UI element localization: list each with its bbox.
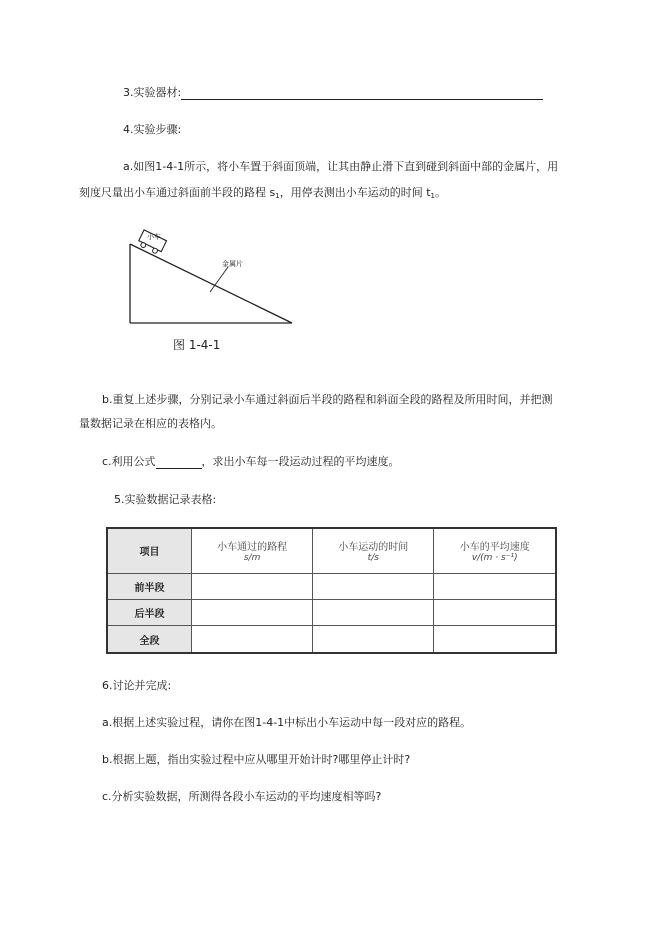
step-b-line1: b.重复上述步骤，分别记录小车通过斜面后半段的路程和斜面全段的路程及所用时间，并把测 [102, 393, 553, 406]
header-distance-unit: s/m [243, 553, 261, 564]
step-a-line2-mid: ，用停表测出小车运动的时间 t [279, 186, 431, 199]
figure-caption: 图 1-4-1 [173, 338, 221, 352]
header-time [313, 528, 434, 573]
section-6-title: 6.讨论并完成: [102, 679, 172, 692]
car-label: 小车 [147, 233, 161, 241]
header-time-title: 小车运动的时间 [338, 542, 409, 554]
header-speed-title: 小车的平均速度 [459, 542, 530, 554]
discussion-c: c.分析实验数据，所测得各段小车运动的平均速度相等吗? [102, 790, 382, 803]
header-time-unit: t/s [367, 553, 379, 564]
cell-whole-distance[interactable] [192, 626, 313, 653]
cell-second-distance[interactable] [192, 599, 313, 625]
t1-subscript: 1 [430, 192, 435, 200]
step-a-line1: a.如图1-4-1所示，将小车置于斜面顶端，让其由静止滑下直到碰到斜面中部的金属片，用 [123, 160, 559, 173]
equipment-blank[interactable] [181, 88, 543, 100]
data-table [106, 527, 557, 654]
step-c-pre: c.利用公式 [102, 455, 156, 468]
formula-blank[interactable] [156, 457, 202, 469]
section-5-title: 5.实验数据记录表格: [114, 493, 217, 506]
step-c [102, 455, 400, 469]
cell-second-speed[interactable] [434, 599, 556, 625]
header-speed-unit: v/(m · s⁻¹) [471, 553, 518, 564]
discussion-b: b.根据上题，指出实验过程中应从哪里开始计时?哪里停止计时? [102, 753, 411, 766]
incline-slope [130, 244, 292, 323]
header-distance-title: 小车通过的路程 [217, 542, 288, 554]
header-item: 项目 [107, 528, 192, 573]
row-label-first-half: 前半段 [107, 573, 192, 599]
cell-whole-speed[interactable] [434, 626, 556, 653]
discussion-a: a.根据上述实验过程，请你在图1-4-1中标出小车运动中每一段对应的路程。 [102, 716, 472, 729]
cell-first-speed[interactable] [434, 573, 556, 599]
s1-subscript: 1 [275, 192, 280, 200]
metal-leader-line [210, 267, 228, 292]
row-label-second-half: 后半段 [107, 599, 192, 625]
step-a-line2 [79, 186, 446, 203]
table-row [107, 626, 556, 653]
table-row [107, 599, 556, 625]
step-a-line2-pre: 刻度尺量出小车通过斜面前半段的路程 s [79, 186, 276, 199]
cell-second-time[interactable] [313, 599, 434, 625]
cell-first-time[interactable] [313, 573, 434, 599]
header-distance [192, 528, 313, 573]
section-3-equipment [123, 86, 543, 100]
header-speed [434, 528, 556, 573]
table-row [107, 573, 556, 599]
cell-whole-time[interactable] [313, 626, 434, 653]
step-a-line2-end: 。 [434, 186, 446, 199]
step-b-line2: 量数据记录在相应的表格内。 [79, 417, 222, 430]
table-header-row [107, 528, 556, 573]
row-label-whole: 全段 [107, 626, 192, 653]
metal-label: 金属片 [222, 260, 243, 268]
section-4-title: 4.实验步骤: [123, 123, 182, 136]
cell-first-distance[interactable] [192, 573, 313, 599]
step-c-post: ，求出小车每一段运动过程的平均速度。 [201, 455, 400, 468]
equipment-label: 3.实验器材: [123, 86, 182, 99]
